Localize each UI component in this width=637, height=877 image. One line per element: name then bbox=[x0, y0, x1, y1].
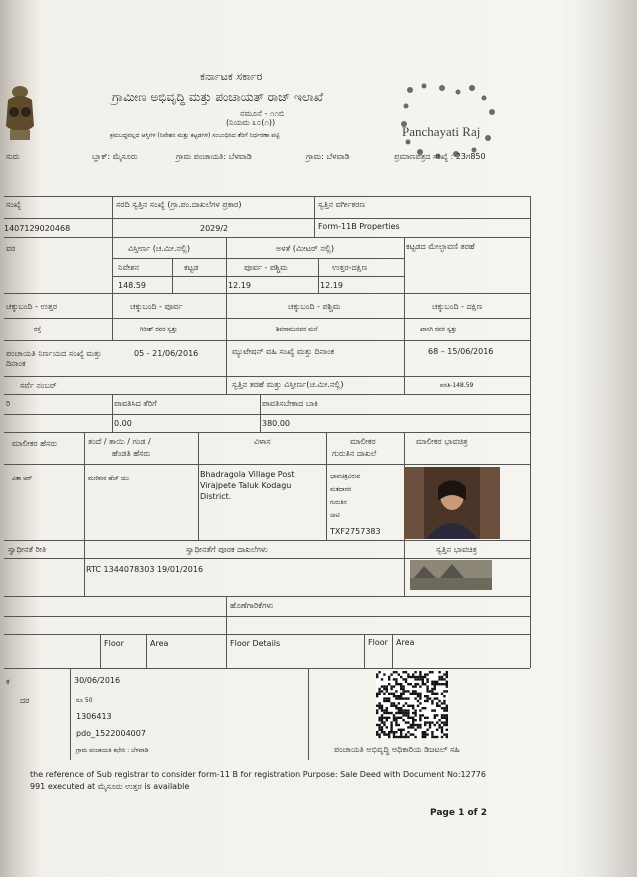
east-boundary-label: ಚಕ್ಕುಬಂದಿ - ಪೂರ್ವ bbox=[130, 302, 183, 311]
resolution-value: 05 - 21/06/2016 bbox=[134, 349, 199, 358]
tax-paid-label: ಪಾವತಿಸಿದ ತೆರಿಗೆ bbox=[114, 399, 157, 408]
form-description: ಕ್ರಮಬದ್ಧವಲ್ಲದ ಆಸ್ತಿಗಳ (ನಿವೇಶನ ಮತ್ತು ಕಟ್ಟಡಗಳ) ಸಂಬಂಧಿಸಿದ ತೆರಿಗೆ ನಿರ್ಧರಣಾ ಪಟ್ಟಿ bbox=[110, 132, 280, 139]
north-boundary-value: ರಸ್ತೆ bbox=[34, 326, 42, 333]
floor-1-label: Floor bbox=[104, 639, 124, 648]
property-id-label: ಸಂಖ್ಯೆ bbox=[6, 200, 22, 209]
parent-name-label-1: ತಂದೆ / ತಾಯಿ / ಗಂಡ / bbox=[88, 437, 151, 446]
address-line-1: Bhadragola Village Post bbox=[200, 470, 295, 479]
west-boundary-label: ಚಕ್ಕುಬಂದಿ - ಪಶ್ಚಿಮ bbox=[288, 302, 341, 311]
address-line-2: Virajpete Taluk Kodagu bbox=[200, 481, 292, 490]
tax-row-label: ರಿ bbox=[6, 399, 11, 408]
serial-number-label: ಸರದಿ ಸ್ವತ್ತಿನ ಸಂಖ್ಯೆ (ಗ್ರಾ.ಪಂ.ದಾಖಲೆಗಳ ಪ್ರಕಾರ) bbox=[116, 200, 242, 209]
tax-paid-value: 0.00 bbox=[114, 419, 132, 428]
classification-label: ಸ್ವತ್ತಿನ ವರ್ಗೀಕರಣ bbox=[318, 200, 366, 209]
floor-details-label: Floor Details bbox=[230, 639, 281, 648]
rule-reference: (ನಿಯಮ ೩೦(೧)) bbox=[226, 118, 276, 127]
survey-number-label: ಸರ್ವೆ ನಂಬರ್ bbox=[20, 381, 57, 390]
property-id-value: 1407129020468 bbox=[4, 224, 71, 233]
issue-date-label: ಕ bbox=[6, 677, 10, 686]
fee-label: ದರ bbox=[20, 696, 30, 705]
area-1-label: Area bbox=[150, 639, 169, 648]
acquisition-docs-label: ಸ್ವಾಧೀನತೆಗೆ ಪೂರಕ ದಾಖಲೆಗಳು bbox=[186, 545, 268, 554]
owner-id-line-2: ಮತದಾರರ bbox=[330, 486, 352, 493]
tax-due-label: ಪಾವತಿಸಬೇಕಾದ ಬಾಕಿ bbox=[262, 399, 318, 408]
owner-id-line-4: ಚೀಟಿ bbox=[330, 512, 340, 519]
serial-number-value: 2029/2 bbox=[200, 224, 229, 233]
north-south-subheader: ಉತ್ತರ-ದಕ್ಷಿಣ bbox=[332, 263, 368, 272]
owner-id-line-1: ಭಾವಚಿತ್ರವಿರುವ bbox=[330, 473, 361, 480]
roof-type-header: ಕಟ್ಟಡದ ಮೇಲ್ಛಾವಣಿ ತರಹೆ bbox=[406, 242, 475, 251]
parent-name-value: ಮಣಿಕಂಠ ಹೆಚ್ ಯು bbox=[88, 475, 130, 482]
state-emblem-icon bbox=[2, 82, 38, 144]
owner-id-label-2: ಗುರುತಿನ ದಾಖಲೆ bbox=[332, 449, 377, 458]
registration-note-2: 991 executed at ಮೈಸೂರು ಉತ್ತರ is available bbox=[30, 782, 190, 791]
page-number: Page 1 of 2 bbox=[430, 808, 487, 818]
mutation-label: ಮ್ಯುಟೇಷನ್ ವಹಿ ಸಂಖ್ಯೆ ಮತ್ತು ದಿನಾಂಕ bbox=[232, 347, 335, 356]
gram-panchayat-label: ಗ್ರಾಮ ಪಂಚಾಯತಿ: ಬೆಳವಾಡಿ bbox=[176, 152, 252, 161]
fee-value: ರೂ 50 bbox=[76, 697, 93, 704]
east-boundary-value: ಗಿರೀಶ್ ರವರ ಸ್ವತ್ತು bbox=[140, 326, 178, 333]
qr-code-icon bbox=[376, 671, 448, 739]
department-title: ಗ್ರಾಮೀಣ ಅಭಿವೃದ್ಧಿ ಮತ್ತು ಪಂಚಾಯತ್ ರಾಜ್ ಇಲಾಖೆ bbox=[112, 90, 324, 104]
type-label: ವರ bbox=[6, 244, 16, 253]
page-edge-shadow bbox=[577, 0, 637, 877]
parent-name-label-2: ಹೆಂಡತಿ ಹೆಸರು bbox=[112, 449, 151, 458]
registration-note-1: the reference of Sub registrar to consider form-11 B for registration Purpose: Sale Deed with Document No:12776 bbox=[30, 770, 486, 779]
east-west-subheader: ಪೂರ್ವ - ಪಶ್ಚಿಮ bbox=[244, 263, 288, 272]
classification-value: Form-11B Properties bbox=[318, 222, 400, 231]
panchayati-raj-seal-icon bbox=[398, 80, 516, 160]
owner-id-line-3: ಗುರುತಿನ bbox=[330, 499, 347, 506]
digital-signature-label: ಪಂಚಾಯತಿ ಅಭಿವೃದ್ಧಿ ಅಧಿಕಾರಿಯ ಡಿಜಟಲ್ ಸಹಿ bbox=[334, 745, 460, 754]
property-photo-label: ಸ್ವತ್ತಿನ ಭಾವಚಿತ್ರ bbox=[436, 545, 477, 554]
property-photo bbox=[410, 560, 492, 590]
dimension-header: ಅಳತೆ (ಮೀಟರ್ ನಲ್ಲಿ) bbox=[276, 244, 334, 253]
mutation-value: 68 – 15/06/2016 bbox=[428, 347, 494, 356]
site-area-value: 148.59 bbox=[118, 281, 146, 290]
north-boundary-label: ಚಕ್ಕುಬಂದಿ - ಉತ್ತರ bbox=[6, 302, 58, 311]
south-boundary-value: ಖಾಸಗಿ ರವರ ಸ್ವತ್ತು bbox=[420, 326, 457, 333]
government-title: ಕರ್ನಾಟಕ ಸರ್ಕಾರ bbox=[200, 70, 263, 83]
north-south-value: 12.19 bbox=[320, 281, 343, 290]
owner-photo bbox=[404, 467, 500, 539]
owner-photo-label: ಮಾಲೀಕರ ಭಾವಚಿತ್ರ bbox=[416, 437, 468, 446]
owner-id-label-1: ಮಾಲೀಕರ bbox=[350, 437, 376, 446]
receipt-number: 1306413 bbox=[76, 712, 112, 721]
building-subheader: ಕಟ್ಟಡ bbox=[184, 263, 199, 272]
acquisition-docs-value: RTC 1344078303 19/01/2016 bbox=[86, 565, 204, 574]
issue-date-value: 30/06/2016 bbox=[74, 676, 121, 685]
owner-name-label: ಮಾಲೀಕರ ಹೆಸರು bbox=[12, 439, 58, 448]
site-subheader: ನಿವೇಶನ bbox=[118, 263, 140, 272]
acquisition-label: ಸ್ವಾಧೀನತೆ ರೀತಿ bbox=[8, 545, 47, 554]
property-nature-label: ಸ್ವತ್ತಿನ ತರಹೆ ಮತ್ತು ವಿಸ್ತೀರ್ಣ(ಚ.ಮೀ.ನಲ್ಲಿ) bbox=[232, 380, 344, 389]
owner-id-number: TXF2757383 bbox=[330, 527, 381, 536]
form-name: ನಮೂನೆ - ೧೧ಬಿ bbox=[240, 109, 285, 118]
address-line-3: District. bbox=[200, 492, 232, 501]
floor-2-label: Floor bbox=[368, 638, 388, 647]
village-label: ಗ್ರಾಮ: ಬೆಳವಾಡಿ bbox=[306, 152, 350, 161]
area-2-label: Area bbox=[396, 638, 415, 647]
liabilities-label: ಹೊಣೆಗಾರಿಕೆಗಳು bbox=[230, 601, 274, 610]
west-boundary-value: ಶಿವರಾಮುರವರ ಮನೆ bbox=[276, 326, 318, 333]
taluk-label: ಬ್ಲಾಕ್: ಮೈಸೂರು bbox=[92, 152, 138, 161]
owner-name-value: ವಿತಾ ಆರ್ bbox=[12, 475, 33, 482]
district-label: ಸುರು bbox=[6, 152, 20, 161]
pdo-id: pdo_1522004007 bbox=[76, 729, 146, 738]
address-label: ವಿಳಾಸ bbox=[254, 437, 271, 446]
property-nature-value: ವಸತಿ-148.59 bbox=[440, 382, 474, 389]
certificate-number: ಪ್ರಮಾಣಪತ್ರದ ಸಂಖ್ಯೆ : 23ಗ850 bbox=[394, 152, 486, 161]
seal-text: Panchayati Raj bbox=[402, 124, 481, 139]
tax-due-value: 380.00 bbox=[262, 419, 290, 428]
area-header: ವಿಸ್ತೀರ್ಣ (ಚ.ಮೀ.ನಲ್ಲಿ) bbox=[128, 244, 190, 253]
east-west-value: 12.19 bbox=[228, 281, 251, 290]
south-boundary-label: ಚಕ್ಕುಬಂದಿ - ದಕ್ಷಿಣ bbox=[432, 302, 483, 311]
resolution-label: ಪಂಚಾಯತಿ ನಿರ್ಣಯದ ಸಂಖ್ಯೆ ಮತ್ತು ದಿನಾಂಕ bbox=[6, 349, 102, 368]
office-name: ಗ್ರಾಮ ಪಂಚಾಯತಿ ಕಛೇರಿ : ಬೆಳವಾಡಿ bbox=[76, 747, 149, 754]
